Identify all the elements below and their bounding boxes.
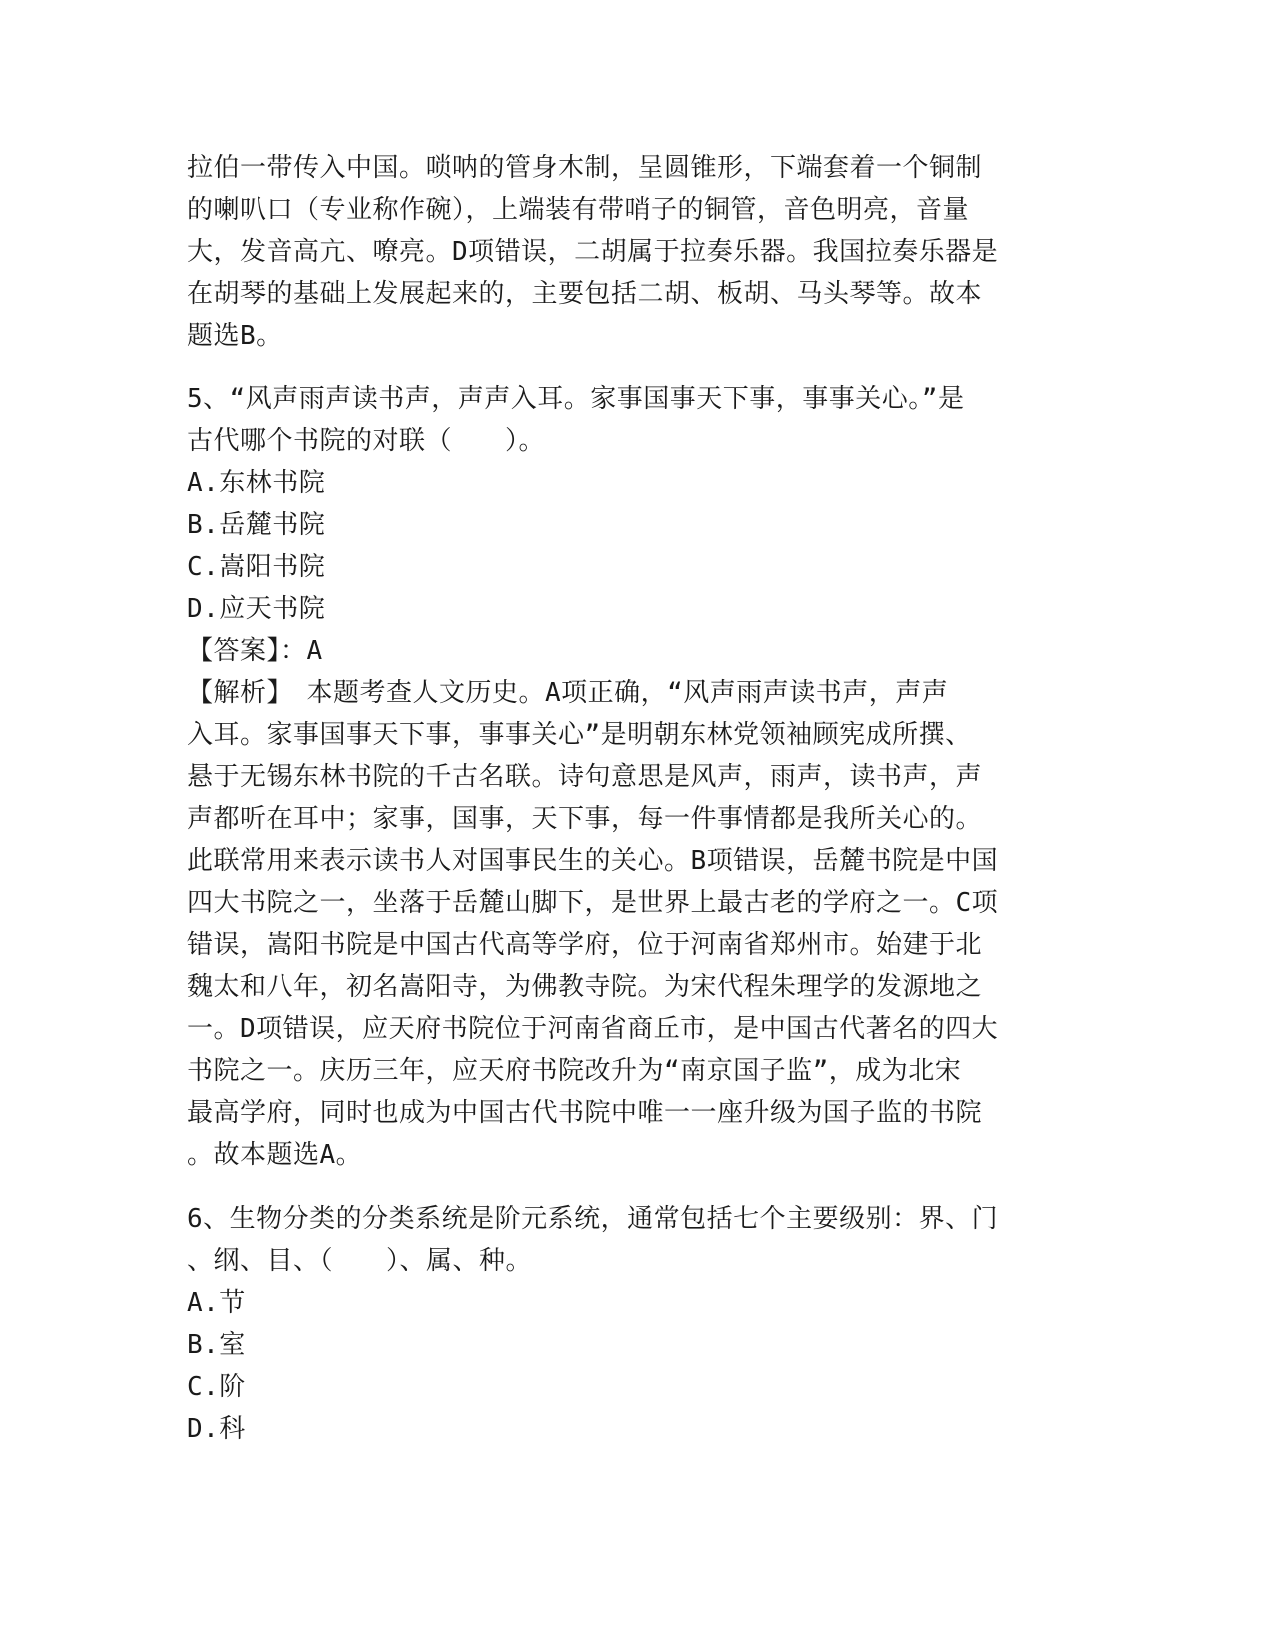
question-5-option-c: C.嵩阳书院 bbox=[187, 552, 326, 582]
paragraph-line: 题选B。 bbox=[187, 321, 283, 351]
question-6-stem: 、纲、目、（ ）、属、种。 bbox=[187, 1246, 533, 1276]
question-5-stem: 古代哪个书院的对联（ ）。 bbox=[187, 426, 546, 456]
question-5-analysis: 最高学府，同时也成为中国古代书院中唯一一座升级为国子监的书院 bbox=[187, 1098, 983, 1128]
question-5-analysis: 声都听在耳中；家事，国事，天下事，每一件事情都是我所关心的。 bbox=[187, 804, 983, 834]
question-5-analysis: 【解析】 本题考查人文历史。A项正确，“风声雨声读书声，声声 bbox=[187, 678, 949, 708]
question-5-option-a: A.东林书院 bbox=[187, 468, 326, 498]
question-5-analysis: 四大书院之一，坐落于岳麓山脚下，是世界上最古老的学府之一。C项 bbox=[187, 888, 999, 918]
question-6-stem: 6、生物分类的分类系统是阶元系统，通常包括七个主要级别：界、门 bbox=[187, 1204, 999, 1234]
question-5-analysis: 。故本题选A。 bbox=[187, 1140, 363, 1170]
paragraph-line: 在胡琴的基础上发展起来的，主要包括二胡、板胡、马头琴等。故本 bbox=[187, 279, 983, 309]
question-6-option-c: C.阶 bbox=[187, 1372, 246, 1402]
question-6-option-d: D.科 bbox=[187, 1414, 246, 1444]
question-5-analysis: 悬于无锡东林书院的千古名联。诗句意思是风声，雨声，读书声，声 bbox=[187, 762, 983, 792]
question-5-answer: 【答案】：A bbox=[187, 636, 323, 666]
question-5-analysis: 入耳。家事国事天下事，事事关心”是明朝东林党领袖顾宪成所撰、 bbox=[187, 720, 972, 750]
question-6-option-a: A.节 bbox=[187, 1288, 246, 1318]
paragraph-line: 大，发音高亢、嘹亮。D项错误，二胡属于拉奏乐器。我国拉奏乐器是 bbox=[187, 237, 999, 267]
question-5-option-d: D.应天书院 bbox=[187, 594, 326, 624]
question-5-analysis: 此联常用来表示读书人对国事民生的关心。B项错误，岳麓书院是中国 bbox=[187, 846, 999, 876]
question-5-stem: 5、“风声雨声读书声，声声入耳。家事国事天下事，事事关心。”是 bbox=[187, 384, 965, 414]
question-5-analysis: 魏太和八年，初名嵩阳寺，为佛教寺院。为宋代程朱理学的发源地之 bbox=[187, 972, 983, 1002]
paragraph-line: 的喇叭口（专业称作碗），上端装有带哨子的铜管，音色明亮，音量 bbox=[187, 195, 970, 225]
paragraph-line: 拉伯一带传入中国。唢呐的管身木制，呈圆锥形，下端套着一个铜制 bbox=[187, 153, 983, 183]
question-5-option-b: B.岳麓书院 bbox=[187, 510, 326, 540]
question-5-analysis: 错误，嵩阳书院是中国古代高等学府，位于河南省郑州市。始建于北 bbox=[187, 930, 983, 960]
question-6-option-b: B.室 bbox=[187, 1330, 246, 1360]
question-5-analysis: 一。D项错误，应天府书院位于河南省商丘市，是中国古代著名的四大 bbox=[187, 1014, 999, 1044]
question-5-analysis: 书院之一。庆历三年，应天府书院改升为“南京国子监”，成为北宋 bbox=[187, 1056, 962, 1086]
